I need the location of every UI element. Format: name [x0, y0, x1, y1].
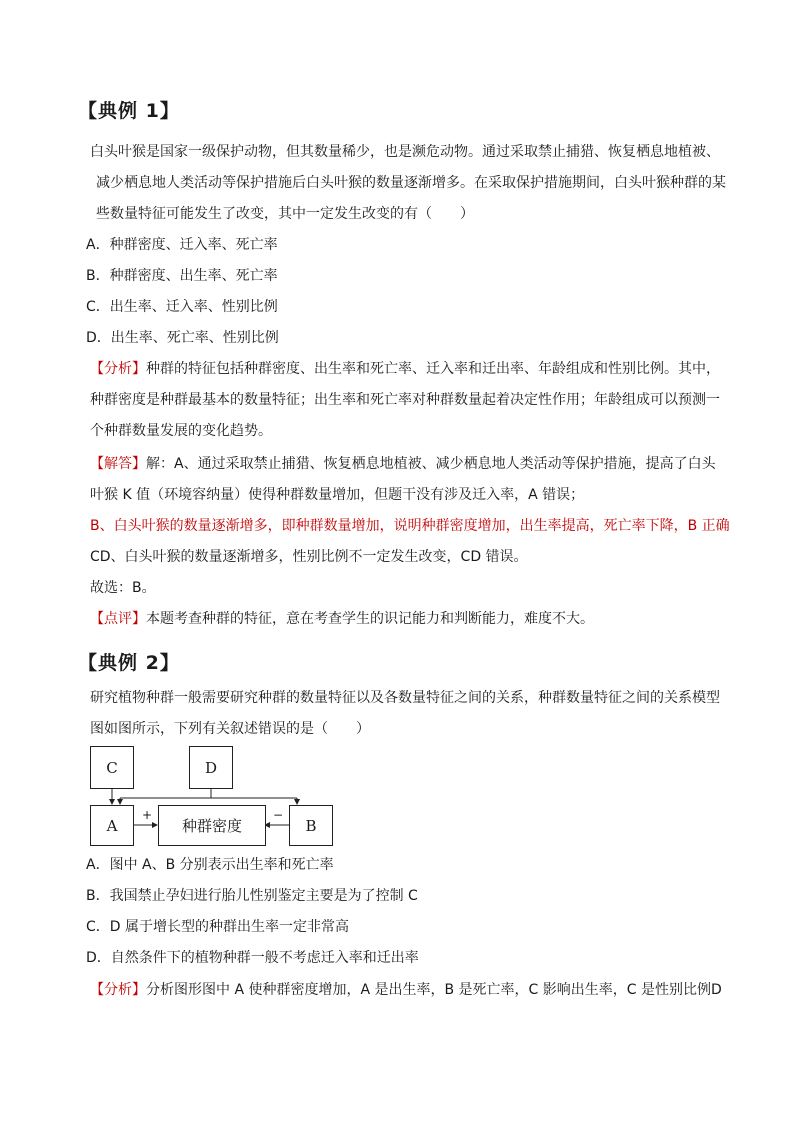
analysis-1-text-1: 种群的特征包括种群密度、出生率和死亡率、迁入率和迁出率、年龄组成和性别比例。其中， [146, 361, 720, 377]
answer-1-line-3: B、白头叶猴的数量逐渐增多，即种群数量增加，说明种群密度增加，出生率提高，死亡率下降，B 正确 [90, 518, 730, 534]
comment-1-line [90, 609, 594, 629]
question-1-option-b: B．种群密度、出生率、死亡率 [86, 268, 278, 284]
answer-1-tag: 【解答】 [90, 456, 146, 472]
box-d: D [189, 746, 233, 789]
question-2-line-2: 图如图所示，下列有关叙述错误的是（ ） [90, 721, 370, 737]
question-2-option-b: B．我国禁止孕妇进行胎儿性别鉴定主要是为了控制 C [86, 888, 418, 904]
analysis-1-line-1 [90, 359, 720, 379]
box-population-density: 种群密度 [158, 805, 266, 846]
answer-1-line-1 [90, 454, 716, 474]
question-1-line-2: 减少栖息地人类活动等保护措施后白头叶猴的数量逐渐增多。在采取保护措施期间，白头叶猴种群的某 [96, 175, 726, 191]
analysis-1-tag: 【分析】 [90, 361, 146, 377]
question-1-line-1: 白头叶猴是国家一级保护动物，但其数量稀少，也是濒危动物。通过采取禁止捕猎、恢复栖息地植被、 [90, 144, 720, 160]
box-b: B [289, 805, 333, 846]
example-1-heading: 【典例 1】 [78, 100, 180, 122]
analysis-1-line-2: 种群密度是种群最基本的数量特征；出生率和死亡率对种群数量起着决定性作用；年龄组成可以预测一 [90, 392, 720, 408]
question-2-option-d: D．自然条件下的植物种群一般不考虑迁入率和迁出率 [86, 950, 419, 966]
analysis-2-tag: 【分析】 [90, 982, 146, 998]
analysis-2-text: 分析图形图中 A 使种群密度增加，A 是出生率，B 是死亡率，C 影响出生率，C 是性别比例D [146, 982, 722, 998]
comment-1-text: 本题考查种群的特征，意在考查学生的识记能力和判断能力，难度不大。 [146, 611, 594, 627]
question-2-option-a: A．图中 A、B 分别表示出生率和死亡率 [86, 857, 334, 873]
box-c: C [90, 746, 134, 789]
question-1-option-c: C．出生率、迁入率、性别比例 [86, 299, 278, 315]
answer-1-line-5: 故选：B。 [90, 580, 156, 596]
population-relationship-diagram [90, 746, 350, 846]
answer-1-line-2: 叶猴 K 值（环境容纳量）使得种群数量增加，但题干没有涉及迁入率，A 错误； [90, 487, 585, 503]
minus-sign: − [273, 808, 284, 822]
question-2-option-c: C．D 属于增长型的种群出生率一定非常高 [86, 919, 350, 935]
question-1-option-a: A．种群密度、迁入率、死亡率 [86, 237, 278, 253]
answer-1-text-1: 解：A、通过采取禁止捕猎、恢复栖息地植被、减少栖息地人类活动等保护措施，提高了白头 [146, 456, 716, 472]
example-2-heading: 【典例 2】 [78, 652, 180, 674]
question-1-option-d: D．出生率、死亡率、性别比例 [86, 330, 279, 346]
analysis-1-line-3: 个种群数量发展的变化趋势。 [90, 423, 272, 439]
answer-1-line-4: CD、白头叶猴的数量逐渐增多，性别比例不一定发生改变，CD 错误。 [90, 549, 528, 565]
analysis-2-line [90, 980, 722, 1000]
box-a: A [90, 805, 134, 846]
question-1-line-3: 些数量特征可能发生了改变，其中一定发生改变的有（ ） [96, 206, 474, 222]
comment-1-tag: 【点评】 [90, 611, 146, 627]
question-2-line-1: 研究植物种群一般需要研究种群的数量特征以及各数量特征之间的关系，种群数量特征之间的关系模型 [90, 690, 720, 706]
plus-sign: + [142, 808, 153, 822]
